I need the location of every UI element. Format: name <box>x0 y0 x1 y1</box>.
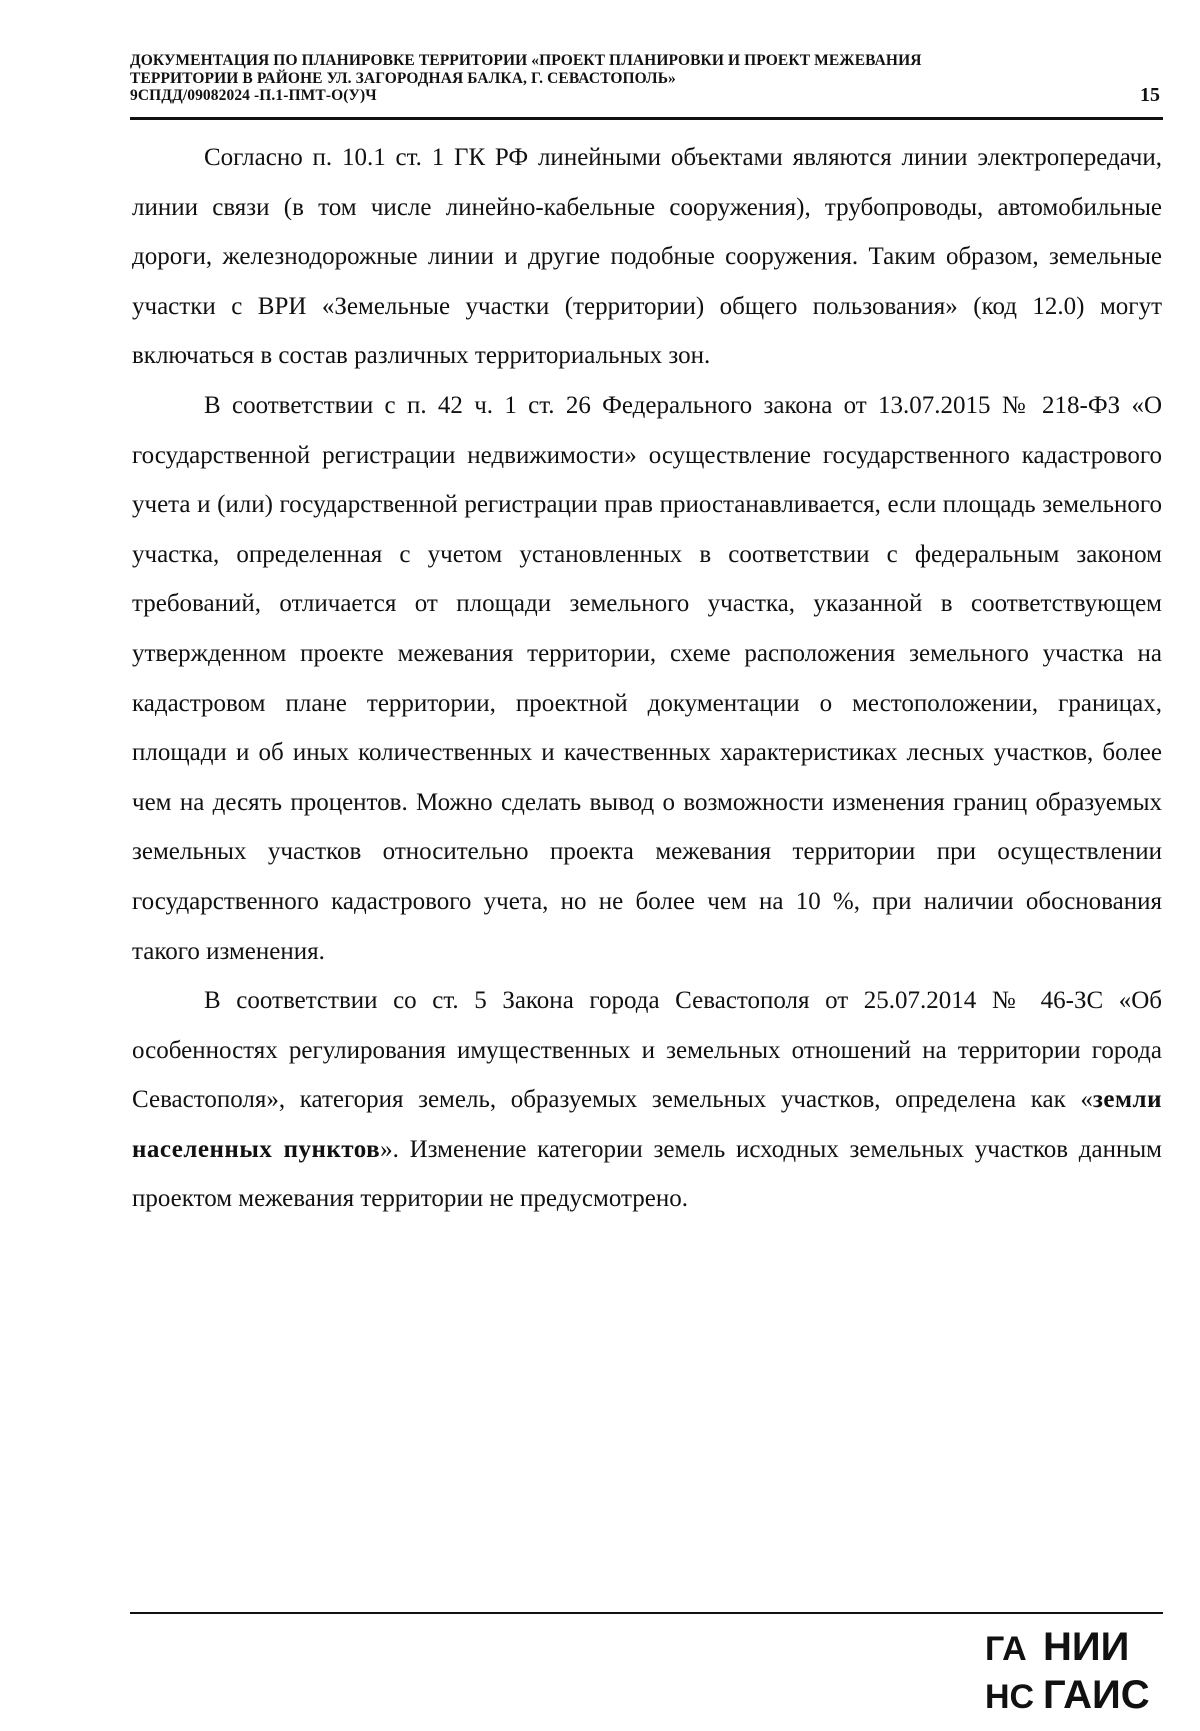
organization-logo <box>985 1625 1165 1717</box>
logo-graphic <box>985 1626 1165 1726</box>
paragraph-3 <box>132 976 1162 1224</box>
paragraph-3-text-end: ». Изменение категории земель исходных земельных участков данным проектом межевания территории не предусмотрено. <box>132 1135 1162 1213</box>
paragraph-2: В соответствии с п. 42 ч. 1 ст. 26 Федерального закона от 13.07.2015 № 218-ФЗ «О государственной регистрации недвижимости» осуществление государственного кадастрового учета и (или) государственной регистрации прав приостанавливается, если площадь земельного участка, определенная с учетом установленных в соответствии с федеральным законом требований, отличается от площади земельного участка, указанной в соответствующем утвержденном проекте межевания территории, схеме расположения земельного участка на кадастровом плане территории, проектной документации о местоположении, границах, площади и об иных количественных и качественных характеристиках лесных участков, более чем на десять процентов. Можно сделать вывод о возможности изменения границ образуемых земельных участков относительно проекта межевания территории при осуществлении государственного кадастрового учета, но не более чем на 10 %, при наличии обоснования такого изменения. <box>132 391 1162 965</box>
logo-text-gais: ГАИС <box>1043 1673 1150 1717</box>
logo-text-ga: ГА <box>985 1630 1027 1668</box>
document-body <box>132 133 1162 1224</box>
logo-text-ns: НС <box>985 1678 1035 1716</box>
document-header <box>130 52 1150 105</box>
paragraph-3-bold-phrase: земли населенных пунктов <box>132 1086 1162 1163</box>
paragraph-1: Согласно п. 10.1 ст. 1 ГК РФ линейными объектами являются линии электропередачи, линии связи (в том числе линейно-кабельные сооружения), трубопроводы, автомобильные дороги, железнодорожные линии и другие подобные сооружения. Таким образом, земельные участки с ВРИ «Земельные участки (территории) общего пользования» (код 12.0) могут включаться в состав различных территориальных зон. <box>132 144 1162 370</box>
header-title-line-1: ДОКУМЕНТАЦИЯ ПО ПЛАНИРОВКЕ ТЕРРИТОРИИ «ПРОЕКТ ПЛАНИРОВКИ И ПРОЕКТ МЕЖЕВАНИЯ <box>130 52 922 69</box>
header-divider <box>130 117 1163 120</box>
page-number: 15 <box>1140 84 1160 106</box>
footer-divider <box>130 1612 1163 1614</box>
header-document-code: 9СПДД/09082024 -П.1-ПМТ-О(У)Ч <box>130 87 377 104</box>
header-title-line-2: ТЕРРИТОРИИ В РАЙОНЕ УЛ. ЗАГОРОДНАЯ БАЛКА, Г. СЕВАСТОПОЛЬ» <box>130 69 676 87</box>
paragraph-3-text-start: В соответствии со ст. 5 Закона города Севастополя от 25.07.2014 № 46-ЗС «Об особенностях регулирования имущественных и земельных отношений на территории города Севастополя», категория земель, образуемых земельных участков, определена как « <box>132 987 1162 1114</box>
logo-text-nii: НИИ <box>1043 1625 1130 1669</box>
